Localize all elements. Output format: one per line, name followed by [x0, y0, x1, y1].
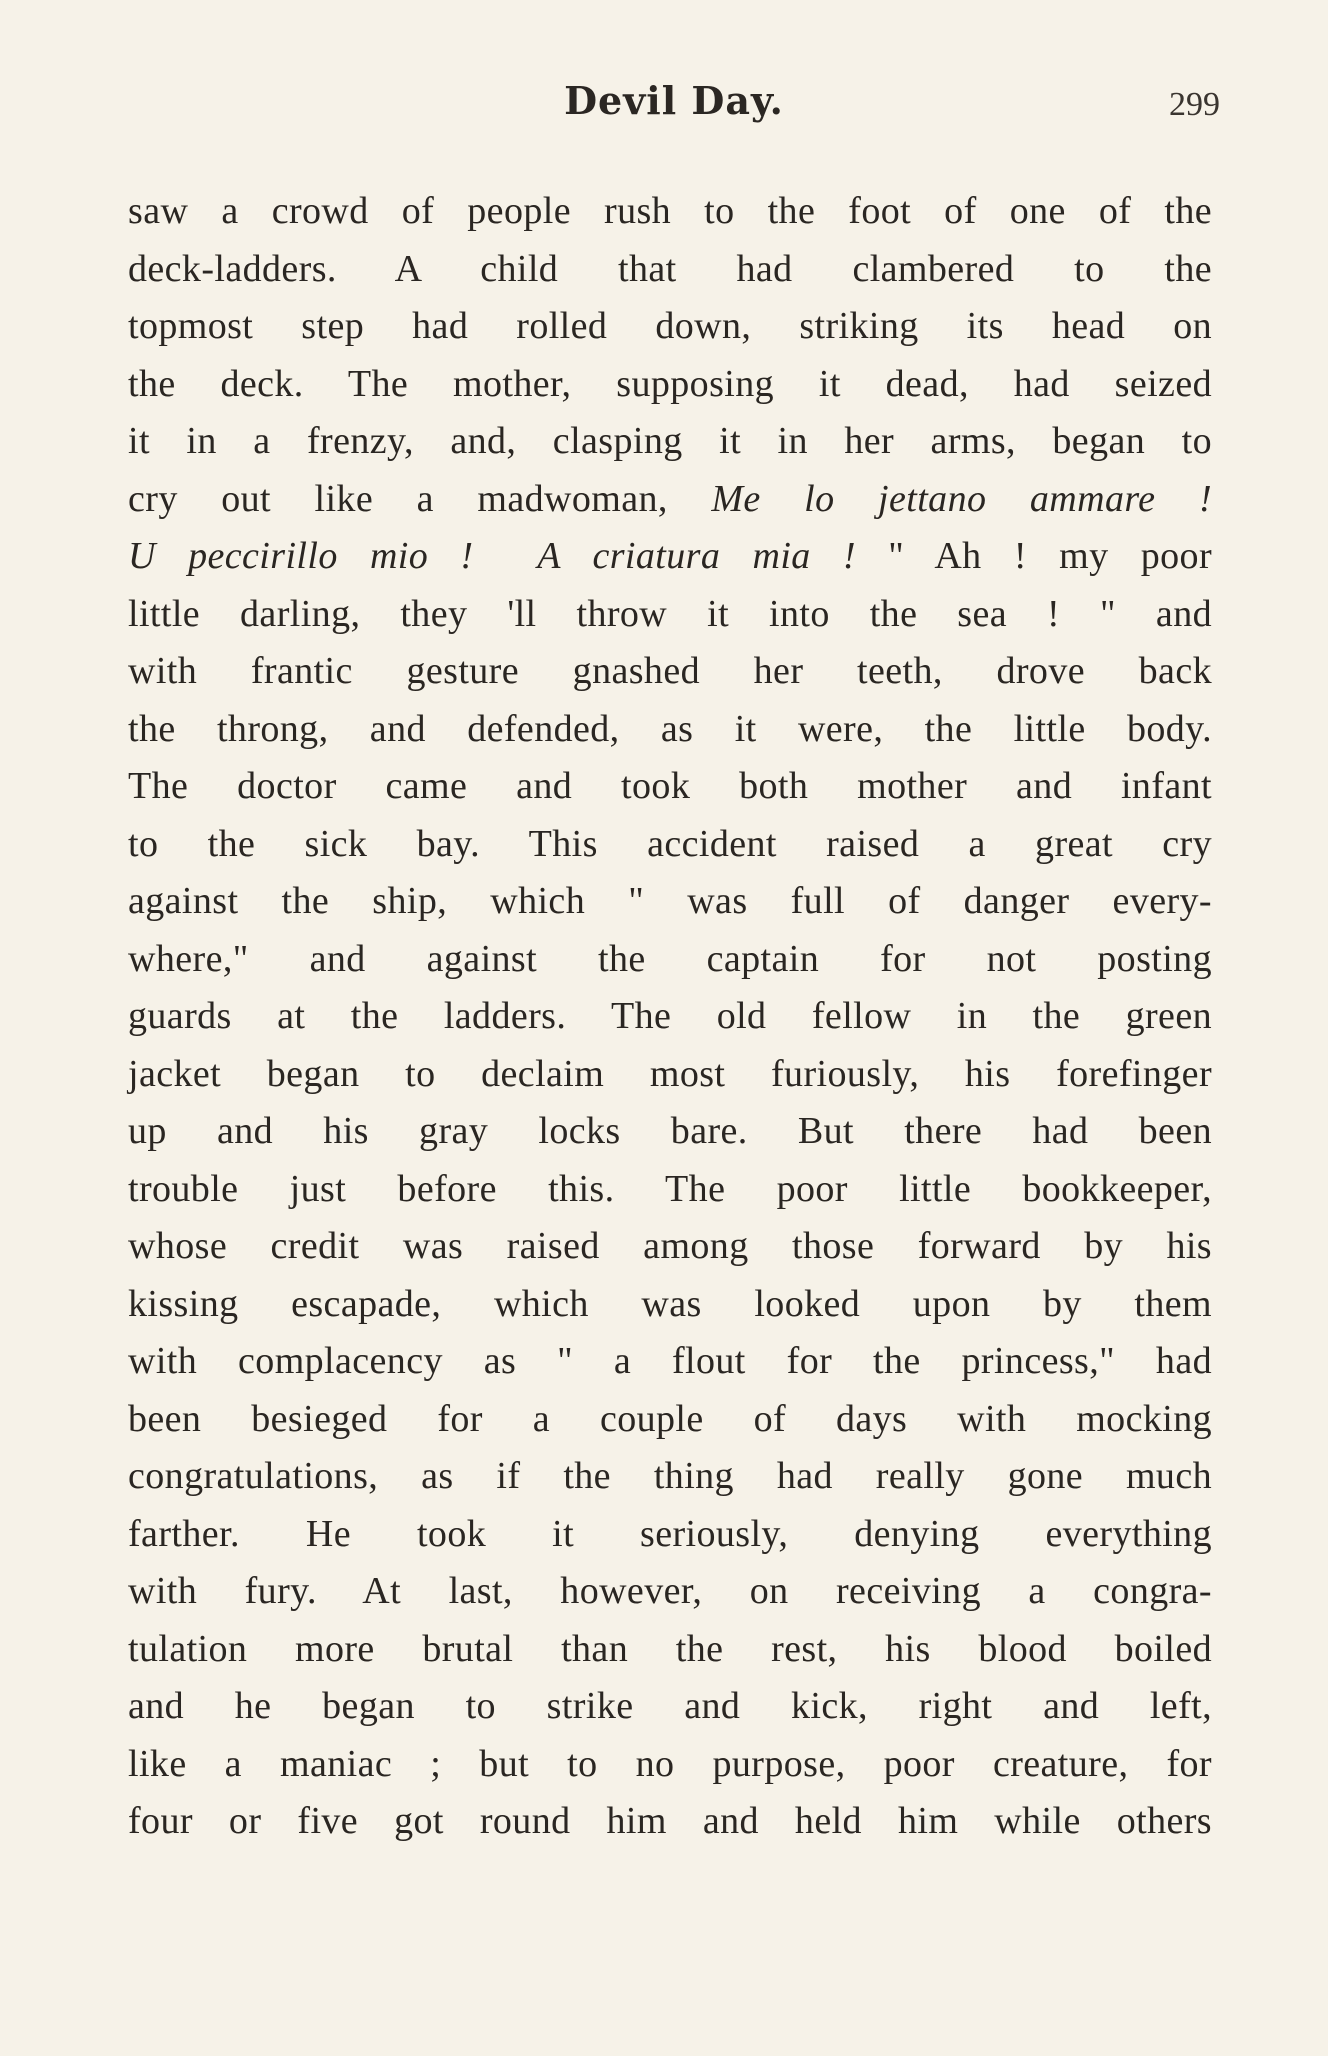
text-line-6 — [128, 471, 1212, 529]
italic-phrase-1: Me lo jettano ammare ! — [711, 477, 1213, 520]
text-line-15: guards at the ladders. The old fellow in the green — [128, 995, 1212, 1037]
text-line-29: four or five got round him and held him while others — [128, 1800, 1212, 1842]
text-line-6-roman: cry out like a madwoman, — [128, 477, 668, 520]
running-head — [128, 78, 1220, 138]
text-line-5: it in a frenzy, and, clasping it in her arms, began to — [128, 420, 1212, 462]
running-title: Devil Day. — [564, 78, 784, 123]
text-line-10: the throng, and defended, as it were, the little body. — [128, 707, 1212, 750]
text-line-25: with fury. At last, however, on receiving a congra- — [128, 1570, 1212, 1612]
text-line-22: been besieged for a couple of days with mocking — [128, 1397, 1212, 1440]
text-line-23: congratulations, as if the thing had really gone much — [128, 1455, 1212, 1497]
text-line-8: little darling, they 'll throw it into the sea ! " and — [128, 592, 1212, 635]
text-line-17: up and his gray locks bare. But there had been — [128, 1110, 1212, 1152]
text-line-27: and he began to strike and kick, right and left, — [128, 1685, 1212, 1727]
page-number: 299 — [1169, 86, 1220, 123]
text-line-28: like a maniac ; but to no purpose, poor creature, for — [128, 1742, 1212, 1785]
text-line-2: deck-ladders. A child that had clambered to the — [128, 247, 1212, 290]
text-line-24: farther. He took it seriously, denying everything — [128, 1512, 1212, 1555]
text-line-3: topmost step had rolled down, striking its head on — [128, 305, 1212, 347]
italic-phrase-2: U peccirillo mio ! A criatura mia ! — [128, 535, 856, 577]
text-line-11: The doctor came and took both mother and infant — [128, 765, 1212, 807]
text-line-14: where," and against the captain for not posting — [128, 937, 1212, 980]
text-line-21: with complacency as " a flout for the princess," had — [128, 1340, 1212, 1382]
text-line-18: trouble just before this. The poor little bookkeeper, — [128, 1167, 1212, 1210]
text-line-12: to the sick bay. This accident raised a great cry — [128, 822, 1212, 865]
text-line-13: against the ship, which " was full of danger every- — [128, 880, 1212, 922]
body-text — [128, 183, 1212, 1851]
text-line-4: the deck. The mother, supposing it dead, had seized — [128, 362, 1212, 405]
text-line-7 — [128, 528, 1212, 586]
text-line-16: jacket began to declaim most furiously, his forefinger — [128, 1052, 1212, 1095]
text-line-19: whose credit was raised among those forward by his — [128, 1225, 1212, 1267]
text-line-9: with frantic gesture gnashed her teeth, drove back — [128, 650, 1212, 692]
text-line-26: tulation more brutal than the rest, his blood boiled — [128, 1627, 1212, 1670]
text-line-7-roman: " Ah ! my poor — [888, 535, 1213, 577]
text-line-20: kissing escapade, which was looked upon by them — [128, 1282, 1212, 1325]
text-line-1: saw a crowd of people rush to the foot of one of the — [128, 190, 1212, 232]
